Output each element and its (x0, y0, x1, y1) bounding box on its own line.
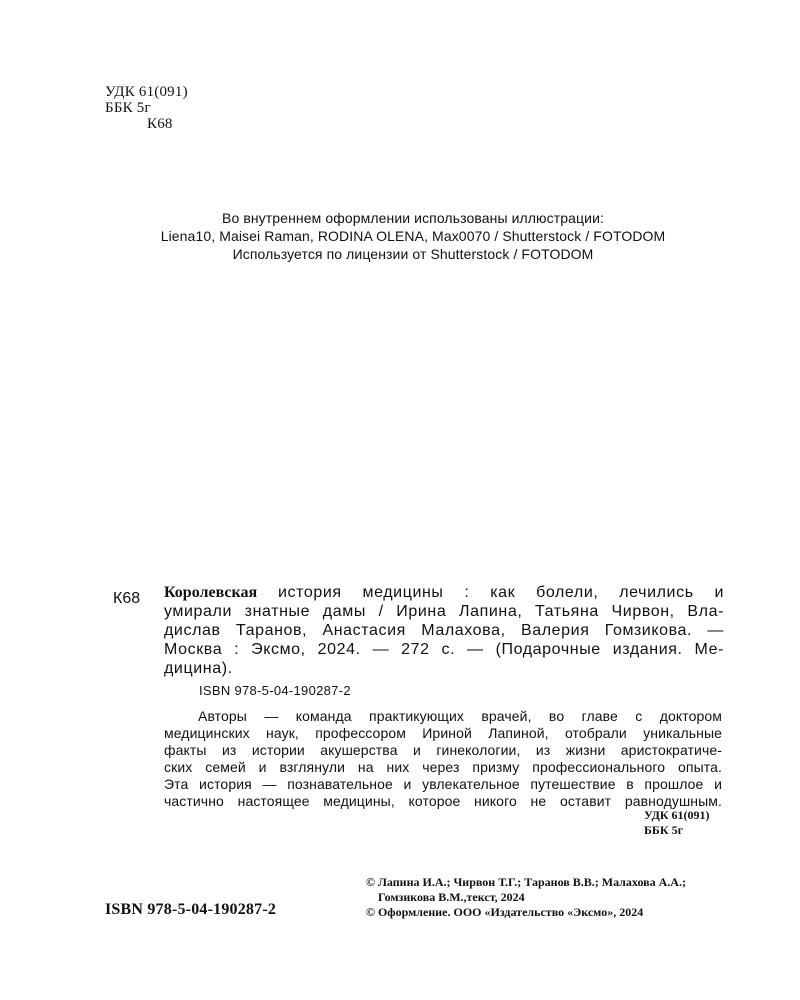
card-author-sign: К68 (113, 590, 141, 607)
annotation-line: частично настоящее медицины, которое никого не оставит равнодушным. (164, 793, 722, 809)
title-bold: Королевская (164, 584, 258, 601)
udk-code: УДК 61(091) (105, 84, 188, 100)
credits-line-2: Liena10, Maisei Raman, RODINA OLENA, Max0070 / Shutterstock / FOTODOM (160, 228, 666, 244)
title-rest: история медицины : как болели, лечились и (257, 584, 724, 601)
credits-line-1: Во внутреннем оформлении использованы иллюстрации: (222, 210, 604, 226)
author-sign: К68 (147, 116, 173, 132)
card-classification (644, 808, 710, 838)
description-line-3: дислав Таранов, Анастасия Малахова, Валерия Гомзикова. — (164, 622, 724, 639)
card-bbk: ББК 5г (644, 823, 684, 837)
copyright-line-1: © Лапина И.А.; Чирвон Т.Г.; Таранов В.В.; Малахова А.А.; (366, 875, 686, 889)
annotation-line: факты из истории акушерства и гинекологии, из жизни аристократиче- (164, 742, 722, 758)
copyright-line-3: © Оформление. ООО «Издательство «Эксмо», 2024 (366, 905, 644, 919)
card-isbn: ISBN 978-5-04-190287-2 (199, 683, 351, 698)
description-line-1 (164, 583, 724, 602)
annotation-line: медицинских наук, профессором Ириной Лапиной, отобрали уникальные (164, 725, 722, 741)
description-line-4: Москва : Эксмо, 2024. — 272 с. — (Подарочные издания. Ме- (164, 641, 724, 658)
bbk-code: ББК 5г (105, 100, 151, 116)
annotation-line: Эта история — познавательное и увлекательное путешествие в прошлое и (164, 776, 722, 792)
annotation-line: ских семей и взглянули на них через призму профессионального опыта. (164, 759, 722, 775)
isbn-main: ISBN 978-5-04-190287-2 (105, 901, 277, 918)
description-line-5: дицина). (164, 660, 233, 677)
copyright-block (366, 875, 726, 920)
credits-line-3: Используется по лицензии от Shutterstock / FOTODOM (232, 246, 594, 262)
annotation (164, 708, 722, 810)
card-udk: УДК 61(091) (644, 808, 710, 822)
bibliographic-description (164, 583, 724, 678)
annotation-line: Авторы — команда практикующих врачей, во главе с доктором (198, 708, 722, 724)
description-line-2: умирали знатные дамы / Ирина Лапина, Татьяна Чирвон, Вла- (164, 603, 724, 620)
copyright-line-2: Гомзикова В.М.,текст, 2024 (378, 890, 525, 904)
